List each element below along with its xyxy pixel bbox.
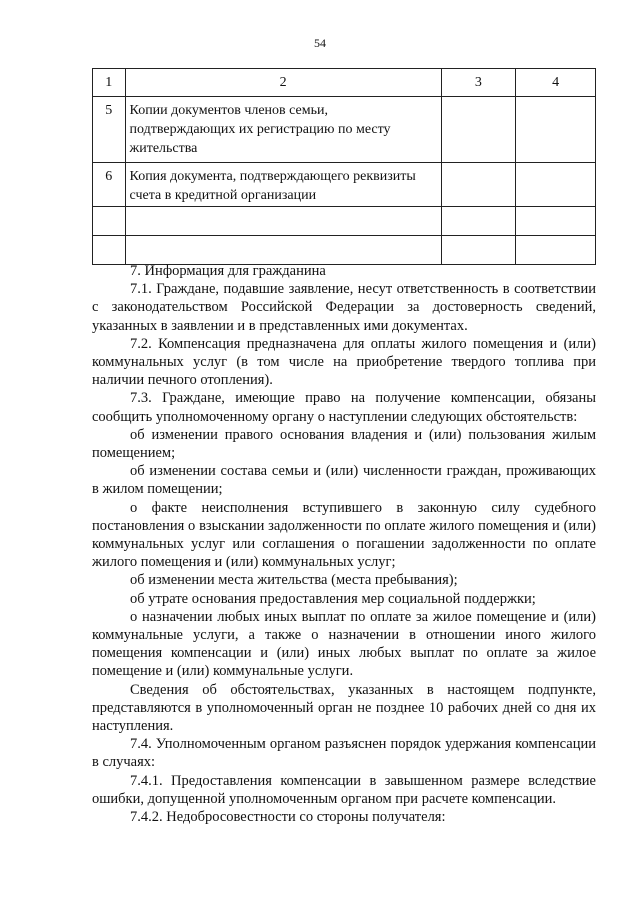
table-cell [441,207,516,236]
table-cell [516,236,596,265]
table-cell [441,97,516,163]
paragraph: 7.4.1. Предоставления компенсации в завышенном размере вследствие ошибки, допущенной уполномоченным органом при расчете компенсации. [92,772,596,807]
table-cell [441,236,516,265]
table-cell [516,97,596,163]
table-header-row [93,69,596,97]
table-cell [93,207,126,236]
page-number: 54 [314,36,326,50]
list-item: о факте неисполнения вступившего в законную силу судебного постановления о взыскании задолженности по оплате жилого помещения и (или) коммунальных услуг или соглашения о погашении задолженности по оплате жилого помещения и (или) коммунальных услуг; [92,499,596,571]
column-header-2: 2 [125,69,441,97]
documents-table [92,68,596,265]
table-cell [93,236,126,265]
row-number: 6 [93,163,126,207]
paragraph: 7.4.2. Недобросовестности со стороны получателя: [130,809,446,826]
column-header-4: 4 [516,69,596,97]
document-name: Копии документов членов семьи, подтверждающих их регистрацию по месту жительства [125,97,441,163]
paragraph: Сведения об обстоятельствах, указанных в настоящем подпункте, представляются в уполномоченный орган не позднее 10 рабочих дней со дня их наступления. [92,681,596,735]
document-name: Копия документа, подтверждающего реквизиты счета в кредитной организации [125,163,441,207]
column-header-3: 3 [441,69,516,97]
table-cell [516,163,596,207]
list-item: об утрате основания предоставления мер социальной поддержки; [130,590,536,607]
document-body [92,262,596,826]
section-heading: 7. Информация для гражданина [130,263,326,279]
table-cell [125,207,441,236]
paragraph: 7.3. Граждане, имеющие право на получение компенсации, обязаны сообщить уполномоченному органу о наступлении следующих обстоятельств: [92,390,596,425]
table-row-empty [93,207,596,236]
paragraph: 7.1. Граждане, подавшие заявление, несут ответственность в соответствии с законодательством Российской Федерации за достоверность сведений, указанных в заявлении и в представленных ими документах. [92,281,596,334]
table-row [93,97,596,163]
table-cell [441,163,516,207]
list-item: об изменении места жительства (места пребывания); [130,572,458,589]
paragraph: 7.2. Компенсация предназначена для оплаты жилого помещения и (или) коммунальных услуг (в том числе на приобретение твердого топлива при наличии печного отопления). [92,335,596,389]
table-row [93,163,596,207]
table-cell [125,236,441,265]
column-header-1: 1 [93,69,126,97]
list-item: об изменении состава семьи и (или) численности граждан, проживающих в жилом помещении; [92,463,596,498]
paragraph: 7.4. Уполномоченным органом разъяснен порядок удержания компенсации в случаях: [92,736,596,771]
row-number: 5 [93,97,126,163]
list-item: о назначении любых иных выплат по оплате за жилое помещение и (или) коммунальные услуги, а также о назначении в отношении иного жилого помещения компенсации и (или) иных любых выплат по оплате за жилое помещение и (или) коммунальные услуги. [92,608,596,680]
table-cell [516,207,596,236]
list-item: об изменении правого основания владения и (или) пользования жилым помещением; [92,426,596,462]
table-row-empty [93,236,596,265]
